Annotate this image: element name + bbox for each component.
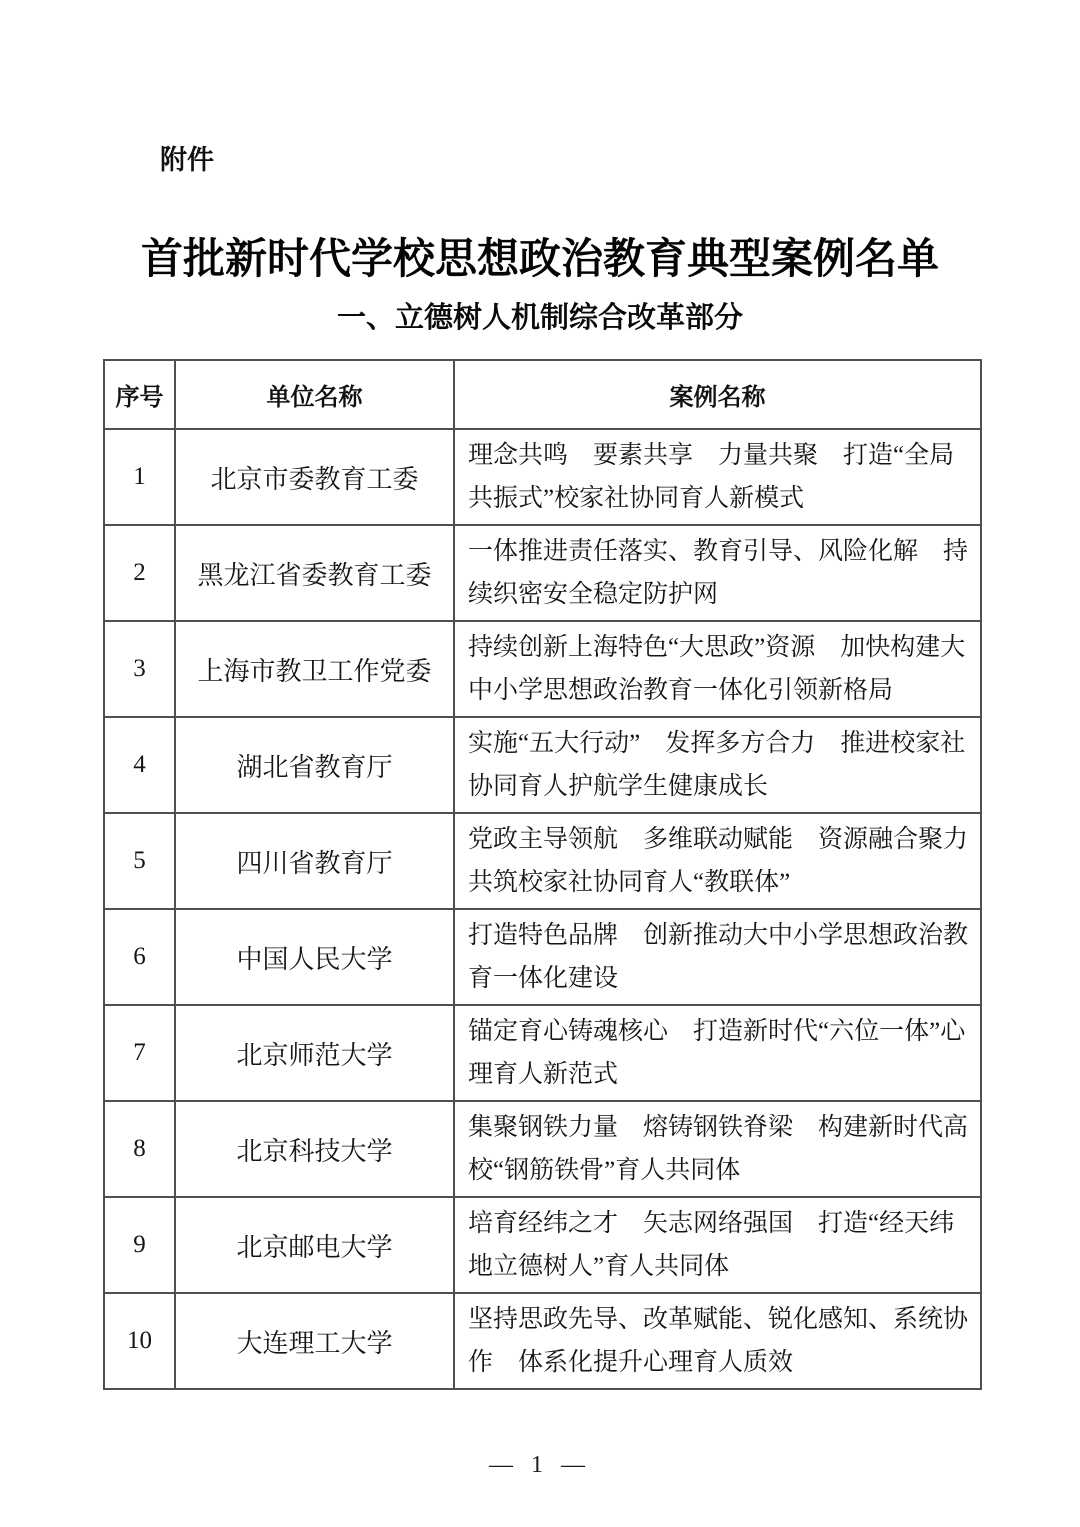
attachment-label: 附件 <box>160 145 214 175</box>
serial-cell: 6 <box>104 909 175 1005</box>
header-cell-serial: 序号 <box>104 360 175 429</box>
unit-cell: 北京师范大学 <box>175 1005 454 1101</box>
serial-cell: 1 <box>104 429 175 525</box>
serial-cell: 7 <box>104 1005 175 1101</box>
case-cell: 培育经纬之才 矢志网络强国 打造“经天纬地立德树人”育人共同体 <box>454 1197 981 1293</box>
header-cell-case: 案例名称 <box>454 360 981 429</box>
unit-cell: 四川省教育厅 <box>175 813 454 909</box>
serial-cell: 5 <box>104 813 175 909</box>
table-row <box>104 909 981 1005</box>
case-cell: 坚持思政先导、改革赋能、锐化感知、系统协作 体系化提升心理育人质效 <box>454 1293 981 1389</box>
table-row <box>104 621 981 717</box>
case-table <box>103 359 994 1390</box>
document-title: 首批新时代学校思想政治教育典型案例名单 <box>140 237 939 283</box>
case-cell: 实施“五大行动” 发挥多方合力 推进校家社协同育人护航学生健康成长 <box>454 717 981 813</box>
serial-cell: 4 <box>104 717 175 813</box>
case-cell: 理念共鸣 要素共享 力量共聚 打造“全局共振式”校家社协同育人新模式 <box>454 429 981 525</box>
table-row <box>104 1197 981 1293</box>
serial-cell: 8 <box>104 1101 175 1197</box>
unit-cell: 黑龙江省委教育工委 <box>175 525 454 621</box>
unit-cell: 上海市教卫工作党委 <box>175 621 454 717</box>
serial-cell: 3 <box>104 621 175 717</box>
page-number: — 1 — <box>489 1452 591 1478</box>
table-row <box>104 1101 981 1197</box>
case-cell: 锚定育心铸魂核心 打造新时代“六位一体”心理育人新范式 <box>454 1005 981 1101</box>
section-title: 一、立德树人机制综合改革部分 <box>336 302 743 334</box>
case-cell: 党政主导领航 多维联动赋能 资源融合聚力 共筑校家社协同育人“教联体” <box>454 813 981 909</box>
table-row <box>104 525 981 621</box>
case-cell: 持续创新上海特色“大思政”资源 加快构建大中小学思想政治教育一体化引领新格局 <box>454 621 981 717</box>
table-row <box>104 813 981 909</box>
serial-cell: 2 <box>104 525 175 621</box>
unit-cell: 北京市委教育工委 <box>175 429 454 525</box>
unit-cell: 北京科技大学 <box>175 1101 454 1197</box>
unit-cell: 北京邮电大学 <box>175 1197 454 1293</box>
case-cell: 一体推进责任落实、教育引导、风险化解 持续织密安全稳定防护网 <box>454 525 981 621</box>
table-row <box>104 717 981 813</box>
serial-cell: 10 <box>104 1293 175 1389</box>
table-header-row <box>104 360 981 429</box>
table-row <box>104 429 981 525</box>
case-cell: 打造特色品牌 创新推动大中小学思想政治教育一体化建设 <box>454 909 981 1005</box>
table-row <box>104 1005 981 1101</box>
case-cell: 集聚钢铁力量 熔铸钢铁脊梁 构建新时代高校“钢筋铁骨”育人共同体 <box>454 1101 981 1197</box>
unit-cell: 湖北省教育厅 <box>175 717 454 813</box>
unit-cell: 中国人民大学 <box>175 909 454 1005</box>
table-row <box>104 1293 981 1389</box>
header-cell-unit: 单位名称 <box>175 360 454 429</box>
unit-cell: 大连理工大学 <box>175 1293 454 1389</box>
serial-cell: 9 <box>104 1197 175 1293</box>
